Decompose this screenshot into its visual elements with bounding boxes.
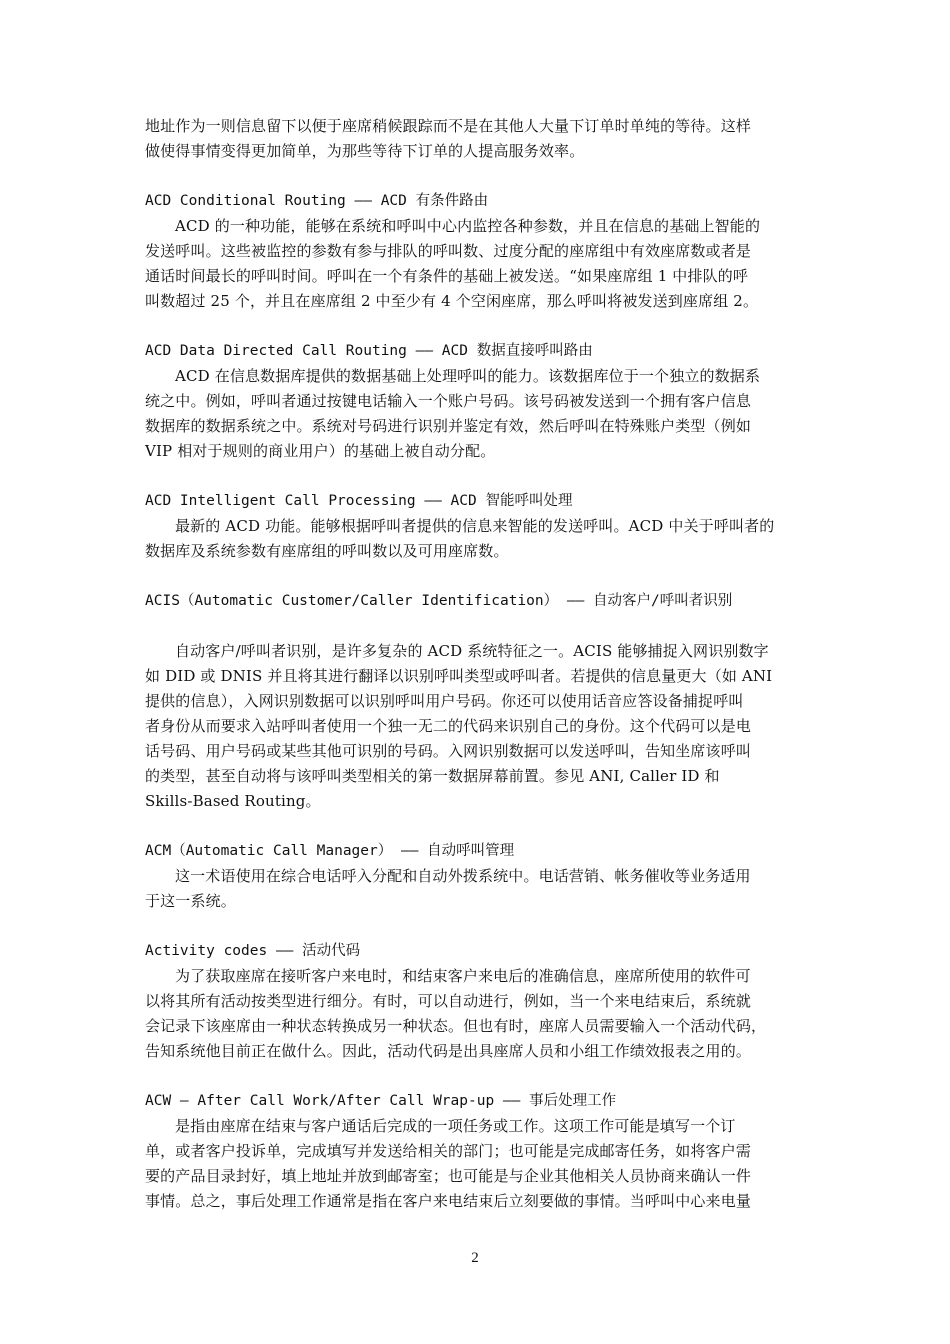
- text-line: 地址作为一则信息留下以便于座席稍候跟踪而不是在其他人大量下订单时单纯的等待。这样: [145, 117, 752, 135]
- text-line: 数据库的数据系统之中。系统对号码进行识别并鉴定有效，然后呼叫在特殊账户类型（例如: [145, 417, 752, 435]
- text-line: 要的产品目录封好，填上地址并放到邮寄室；也可能是与企业其他相关人员协商来确认一件: [145, 1167, 752, 1185]
- text-line: 统之中。例如，呼叫者通过按键电话输入一个账户号码。该号码被发送到一个拥有客户信息: [145, 392, 752, 410]
- text-line: 自动客户/呼叫者识别，是许多复杂的 ACD 系统特征之一。ACIS 能够捕捉入网识别数字: [175, 642, 769, 660]
- glossary-term-heading: ACIS（Automatic Customer/Caller Identification） —— 自动客户/呼叫者识别: [145, 593, 733, 609]
- glossary-term-heading: ACD Conditional Routing —— ACD 有条件路由: [145, 193, 489, 209]
- text-line: 为了获取座席在接听客户来电时，和结束客户来电后的准确信息，座席所使用的软件可: [175, 967, 751, 985]
- text-line: 这一术语使用在综合电话呼入分配和自动外拨系统中。电话营销、帐务催收等业务适用: [175, 867, 751, 885]
- text-line: 告知系统他目前正在做什么。因此，活动代码是出具座席人员和小组工作绩效报表之用的。: [145, 1042, 752, 1060]
- glossary-term-heading: ACD Intelligent Call Processing —— ACD 智能呼叫处理: [145, 493, 573, 509]
- glossary-term-heading: ACD Data Directed Call Routing —— ACD 数据直接呼叫路由: [145, 343, 593, 359]
- paragraph-spacer: [145, 564, 810, 589]
- text-line: 于这一系统。: [145, 892, 236, 910]
- text-line: 提供的信息），入网识别数据可以识别呼叫用户号码。你还可以使用话音应答设备捕捉呼叫: [145, 692, 744, 710]
- paragraph-spacer: [145, 614, 810, 639]
- text-line: 如 DID 或 DNIS 并且将其进行翻译以识别呼叫类型或呼叫者。若提供的信息量更大（如 ANI: [145, 667, 773, 685]
- paragraph-spacer: [145, 814, 810, 839]
- text-line: 发送呼叫。这些被监控的参数有参与排队的呼叫数、过度分配的座席组中有效座席数或者是: [145, 242, 752, 260]
- text-line: ACD 在信息数据库提供的数据基础上处理呼叫的能力。该数据库位于一个独立的数据系: [175, 367, 761, 385]
- text-line: 以将其所有活动按类型进行细分。有时，可以自动进行，例如，当一个来电结束后，系统就: [145, 992, 752, 1010]
- text-line: 会记录下该座席由一种状态转换成另一种状态。但也有时，座席人员需要输入一个活动代码，: [145, 1017, 767, 1035]
- text-line: 数据库及系统参数有座席组的呼叫数以及可用座席数。: [145, 542, 509, 560]
- text-line: Skills-Based Routing。: [145, 792, 321, 810]
- paragraph-spacer: [145, 464, 810, 489]
- paragraph-spacer: [145, 314, 810, 339]
- text-line: 做使得事情变得更加简单，为那些等待下订单的人提高服务效率。: [145, 142, 585, 160]
- definition-paragraph: [145, 514, 810, 564]
- text-line: 叫数超过 25 个，并且在座席组 2 中至少有 4 个空闲座席，那么呼叫将被发送到座席组 2。: [145, 292, 759, 310]
- document-body: [145, 114, 810, 1214]
- glossary-term-heading: ACM（Automatic Call Manager） —— 自动呼叫管理: [145, 843, 515, 859]
- definition-paragraph: [145, 364, 810, 464]
- paragraph-spacer: [145, 164, 810, 189]
- definition-paragraph: [145, 114, 810, 164]
- text-line: 通话时间最长的呼叫时间。呼叫在一个有条件的基础上被发送。“如果座席组 1 中排队的呼: [145, 267, 749, 285]
- text-line: 事情。总之，事后处理工作通常是指在客户来电结束后立刻要做的事情。当呼叫中心来电量: [145, 1192, 752, 1210]
- glossary-term-heading: ACW – After Call Work/After Call Wrap-up —— 事后处理工作: [145, 1093, 617, 1109]
- paragraph-spacer: [145, 914, 810, 939]
- definition-paragraph: [145, 864, 810, 914]
- definition-paragraph: [145, 639, 810, 814]
- paragraph-spacer: [145, 1064, 810, 1089]
- definition-paragraph: [145, 964, 810, 1064]
- text-line: 者身份从而要求入站呼叫者使用一个独一无二的代码来识别自己的身份。这个代码可以是电: [145, 717, 752, 735]
- text-line: 是指由座席在结束与客户通话后完成的一项任务或工作。这项工作可能是填写一个订: [175, 1117, 736, 1135]
- text-line: 单，或者客户投诉单，完成填写并发送给相关的部门；也可能是完成邮寄任务，如将客户需: [145, 1142, 752, 1160]
- text-line: 话号码、用户号码或某些其他可识别的号码。入网识别数据可以发送呼叫，告知坐席该呼叫: [145, 742, 752, 760]
- text-line: VIP 相对于规则的商业用户）的基础上被自动分配。: [145, 442, 496, 460]
- page-number: 2: [471, 1250, 479, 1266]
- text-line: ACD 的一种功能，能够在系统和呼叫中心内监控各种参数，并且在信息的基础上智能的: [175, 217, 761, 235]
- text-line: 最新的 ACD 功能。能够根据呼叫者提供的信息来智能的发送呼叫。ACD 中关于呼叫者的: [175, 517, 775, 535]
- text-line: 的类型，甚至自动将与该呼叫类型相关的第一数据屏幕前置。参见 ANI, Caller ID 和: [145, 767, 720, 785]
- definition-paragraph: [145, 1114, 810, 1214]
- definition-paragraph: [145, 214, 810, 314]
- glossary-term-heading: Activity codes —— 活动代码: [145, 943, 361, 959]
